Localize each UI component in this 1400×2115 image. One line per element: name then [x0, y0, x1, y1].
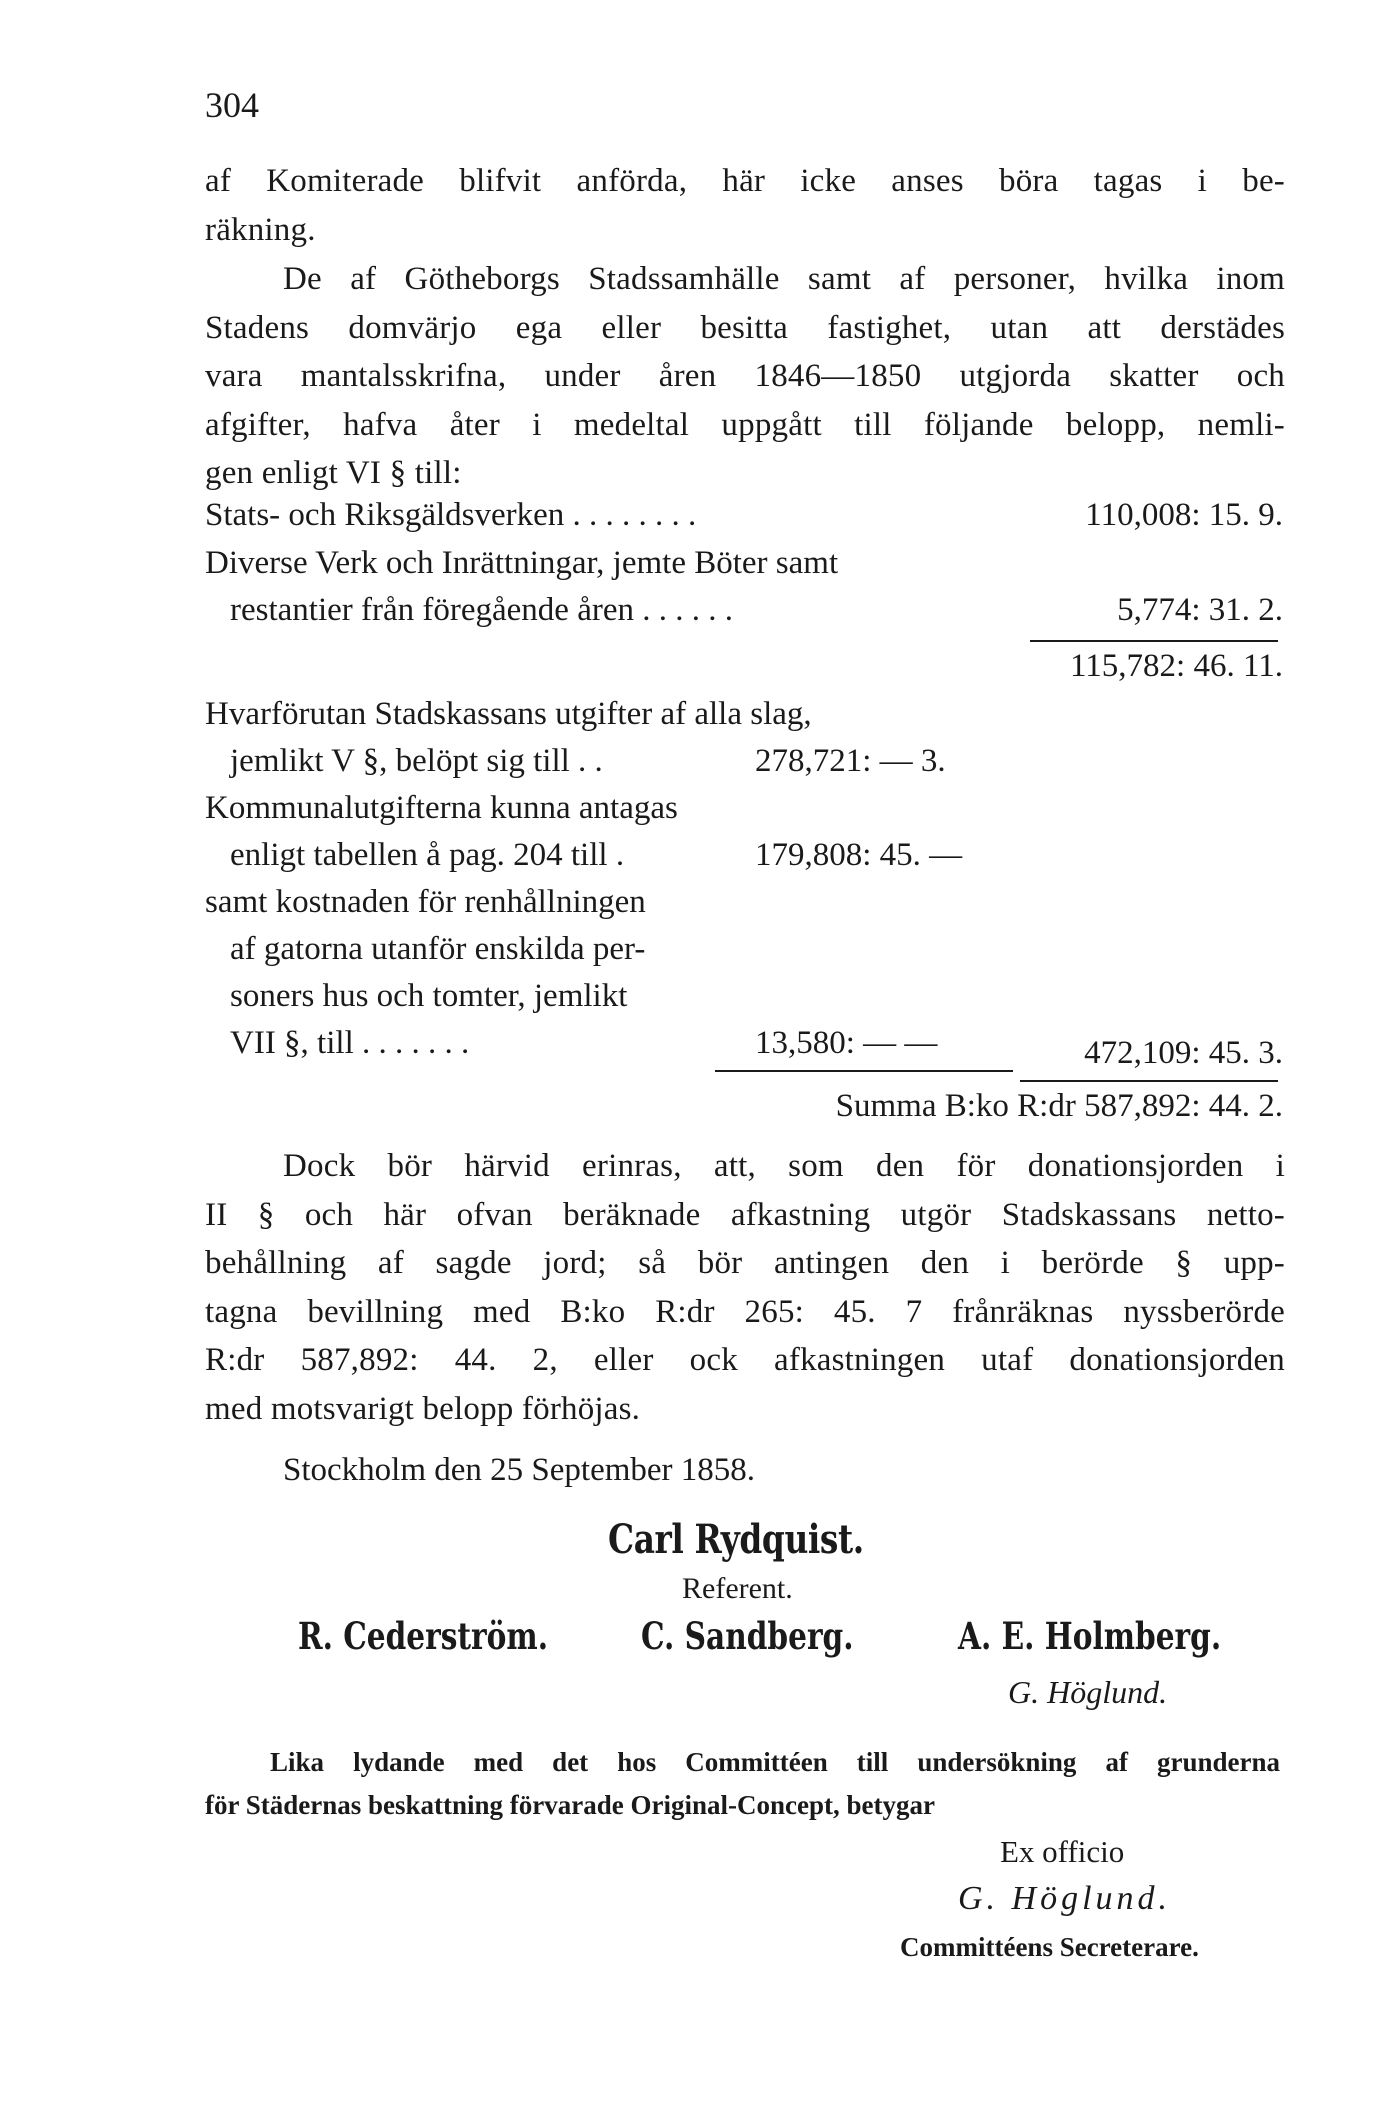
- attestation-title: Committéens Secreterare.: [900, 1932, 1199, 1962]
- paragraph2-line4: afgifter, hafva åter i medeltal uppgått till följande belopp, nemli-: [205, 407, 1285, 443]
- paragraph1-line1: af Komiterade blifvit anförda, här icke anses böra tagas i be-: [205, 163, 1285, 199]
- table-row3-label-a: Hvarförutan Stadskassans utgifter af alla slag,: [205, 696, 812, 732]
- paragraph2-line2: Stadens domvärjo ega eller besitta fastighet, utan att derstädes: [205, 310, 1285, 346]
- signature-main-role: Referent.: [682, 1572, 793, 1605]
- paragraph2-line3: vara mantalsskrifna, under åren 1846—1850 utgjorda skatter och: [205, 358, 1285, 394]
- place-date: Stockholm den 25 September 1858.: [283, 1452, 756, 1488]
- attestation-line2: för Städernas beskattning förvarade Original-Concept, betygar: [205, 1790, 935, 1820]
- table-row5-amount: 13,580: — —: [755, 1025, 938, 1061]
- table-row345-total: 472,109: 45. 3.: [1084, 1035, 1283, 1071]
- paragraph3-line2: II § och här ofvan beräknade afkastning utgör Stadskassans netto-: [205, 1197, 1285, 1233]
- signature-2: C. Sandberg.: [641, 1614, 854, 1658]
- attestation-name: G. Höglund.: [958, 1880, 1172, 1917]
- paragraph3-line1: Dock bör härvid erinras, att, som den för donationsjorden i: [283, 1148, 1285, 1184]
- row5-underline: [715, 1070, 1013, 1072]
- table-row2-label-b: restantier från föregående åren . . . . . .: [230, 592, 733, 628]
- attestation-ex-officio: Ex officio: [1000, 1834, 1125, 1869]
- paragraph2-line1: De af Götheborgs Stadssamhälle samt af personer, hvilka inom: [283, 261, 1285, 297]
- attestation-line1: Lika lydande med det hos Committéen till undersökning af grunderna: [270, 1747, 1280, 1777]
- table-row3-amount: 278,721: — 3.: [755, 743, 946, 779]
- table-row4-label-b: enligt tabellen å pag. 204 till .: [230, 837, 625, 873]
- paragraph1-line2: räkning.: [205, 212, 316, 248]
- table-row1-label: Stats- och Riksgäldsverken . . . . . . . .: [205, 497, 697, 533]
- paragraph2-line5: gen enligt VI § till:: [205, 455, 462, 491]
- table-row4-label-a: Kommunalutgifterna kunna antagas: [205, 790, 678, 826]
- table-row2-amount: 5,774: 31. 2.: [1117, 592, 1283, 628]
- paragraph3-line5: R:dr 587,892: 44. 2, eller ock afkastningen utaf donationsjorden: [205, 1342, 1285, 1378]
- paragraph3-line3: behållning af sagde jord; så bör antingen den i berörde § upp-: [205, 1245, 1285, 1281]
- table-row5-label-c: soners hus och tomter, jemlikt: [230, 978, 628, 1014]
- signature-main: Carl Rydquist.: [608, 1516, 864, 1563]
- table-subtotal: 115,782: 46. 11.: [1070, 648, 1283, 684]
- page-number: 304: [205, 85, 259, 125]
- table-row1-amount: 110,008: 15. 9.: [1085, 497, 1283, 533]
- table-summa: Summa B:ko R:dr 587,892: 44. 2.: [835, 1088, 1283, 1124]
- subtotal-rule: [1030, 640, 1278, 642]
- table-row3-label-b: jemlikt V §, belöpt sig till . .: [230, 743, 603, 779]
- signature-4: G. Höglund.: [1008, 1674, 1168, 1710]
- table-row5-label-b: af gatorna utanför enskilda per-: [230, 931, 646, 967]
- table-row4-amount: 179,808: 45. —: [755, 837, 963, 873]
- table-row2-label-a: Diverse Verk och Inrättningar, jemte Böter samt: [205, 545, 839, 581]
- paragraph3-line6: med motsvarigt belopp förhöjas.: [205, 1391, 641, 1427]
- table-row5-label-d: VII §, till . . . . . . .: [230, 1025, 470, 1061]
- signature-3: A. E. Holmberg.: [958, 1614, 1222, 1658]
- paragraph3-line4: tagna bevillning med B:ko R:dr 265: 45. 7 frånräknas nyssberörde: [205, 1294, 1285, 1330]
- signature-1: R. Cederström.: [298, 1614, 549, 1658]
- total-rule: [1020, 1080, 1278, 1082]
- table-row5-label-a: samt kostnaden för renhållningen: [205, 884, 646, 920]
